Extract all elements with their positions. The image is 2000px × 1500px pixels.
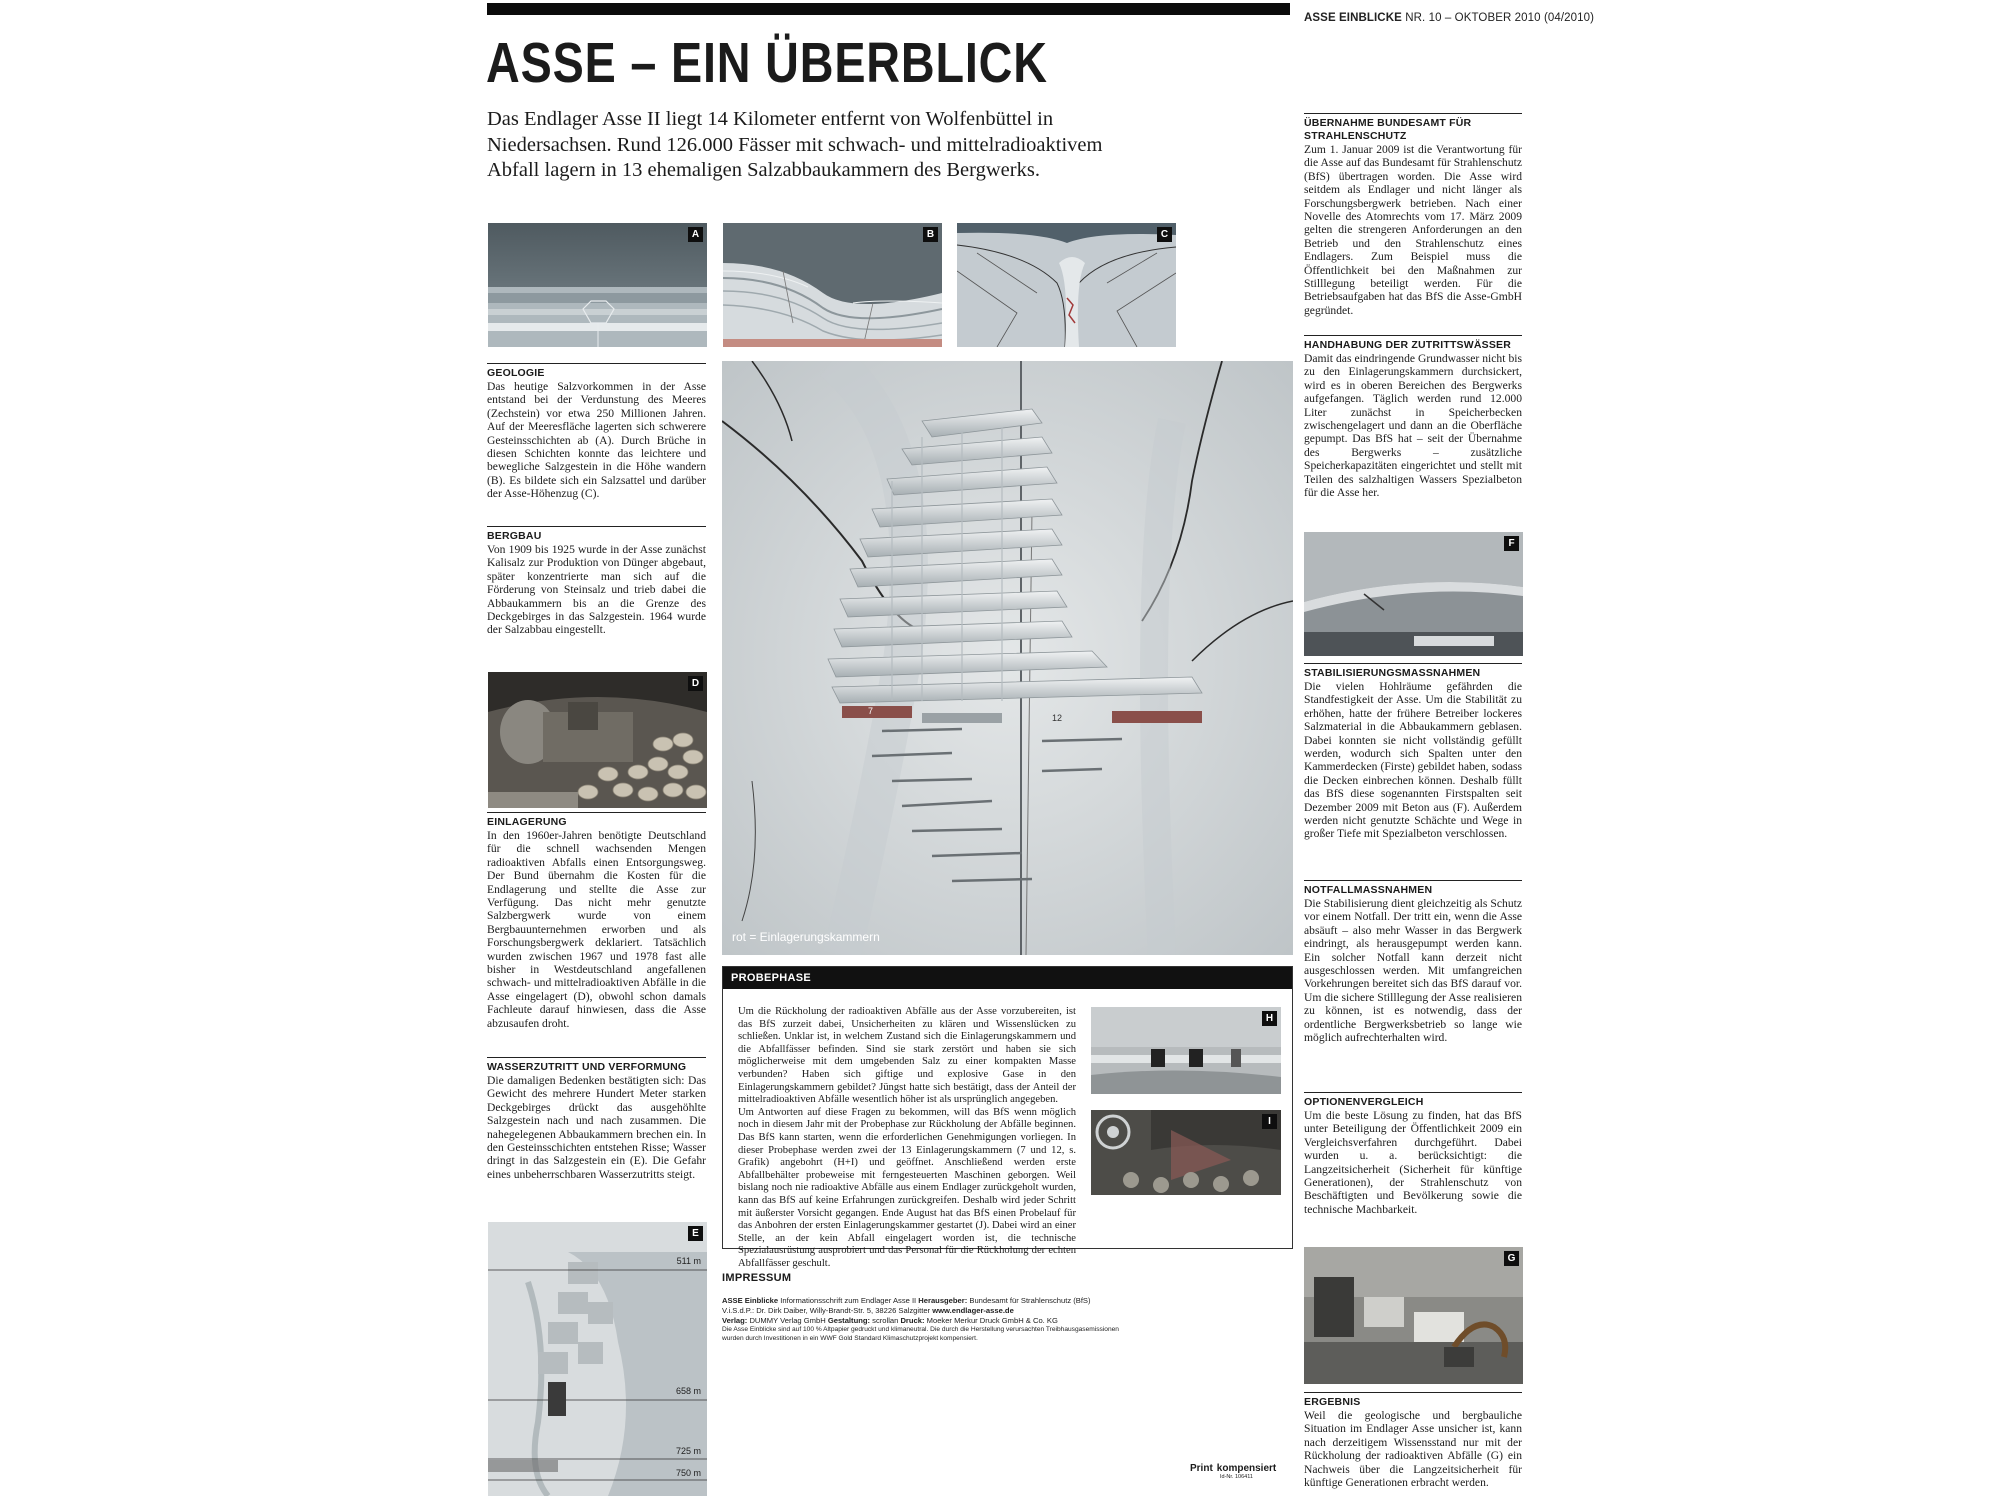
depth-label: 511 m	[676, 1256, 701, 1266]
figure-letter: I	[1262, 1114, 1277, 1129]
section-body: In den 1960er-Jahren benötigte Deutschland für die schnell wachsenden Mengen radioaktiven Abfalls einen Entsorgungsweg. Der Bund übernahm die Kosten für die Endlagerung und stellte die Asse zur Verfügung. Das nicht mehr genutzte Salzbergwerk wurde von einem Bergbauunternehmen erworben und als Forschungsbergwerk deklariert. Tatsächlich wurden zwischen 1967 und 1978 fast alle bisher in Westdeutschland angefallenen schwach- und mittelradioaktiven Abfälle in die Asse eingelagert (D), obwohl schon damals Fachleute darauf hinwiesen, dass die Asse abzusaufen droht.	[487, 829, 706, 1030]
section-wasserzutritt	[487, 1057, 706, 1181]
section-einlagerung	[487, 812, 706, 1030]
impressum-brand: ASSE Einblicke	[722, 1296, 779, 1305]
section-heading: OPTIONENVERGLEICH	[1304, 1092, 1522, 1109]
chamber-label: 12	[1052, 713, 1063, 723]
lead-paragraph	[487, 107, 1207, 184]
section-heading: WASSERZUTRITT UND VERFORMUNG	[487, 1057, 706, 1074]
figure-letter: G	[1504, 1251, 1519, 1266]
impressum-label: Verlag:	[722, 1316, 748, 1325]
section-body: Die Stabilisierung dient gleichzeitig als Schutz vor einem Notfall. Der tritt ein, wenn die Asse absäuft – also mehr Wasser in das Bergwerk eindringt, als herausgepumpt werden kann. Ein solcher Notfall kann derzeit nicht ausgeschlossen werden. Mit umfangreichen Vorkehrungen bereitet sich das BfS darauf vor. Um die sichere Stilllegung der Asse realisieren zu können, ist es notwendig, dass der ordentliche Bergwerksbetrieb so lange wie möglich aufrechterhalten wird.	[1304, 897, 1522, 1045]
geology-diagram-a	[488, 223, 707, 347]
impressum-label: Druck:	[900, 1316, 925, 1325]
impressum-line: wurden durch Investitionen in ein WWF Gold Standard Klimaschutzprojekt kompensiert.	[722, 1334, 978, 1342]
retrieval-photo-g	[1304, 1247, 1523, 1384]
section-heading: ERGEBNIS	[1304, 1392, 1522, 1409]
mine-3d-illustration	[722, 361, 1293, 955]
lead-line: Niedersachsen. Rund 126.000 Fässer mit schwach- und mittelradioaktivem	[487, 133, 1103, 156]
drilling-photo-h	[1091, 1007, 1281, 1094]
section-body: Um die beste Lösung zu finden, hat das BfS unter Beteiligung der Öffentlichkeit 2009 ein Vergleichsverfahren durchgeführt. Dabei wurden u. a. berücksichtigt: die Langzeitsicherheit (Sicherheit für künftige Generationen), der Strahlenschutz von Beschäftigten und Bevölkerung sowie die technische Machbarkeit.	[1304, 1109, 1522, 1216]
depth-label: 725 m	[675, 1446, 701, 1456]
section-bergbau	[487, 526, 706, 637]
logo-print-text: Print	[1190, 1462, 1213, 1474]
impressum-line	[722, 1306, 1294, 1316]
issue-line	[1304, 12, 1595, 24]
impressum-line	[722, 1316, 1294, 1326]
section-heading: ÜBERNAHME BUNDESAMT FÜR STRAHLENSCHUTZ	[1304, 113, 1522, 143]
section-body: Von 1909 bis 1925 wurde in der Asse zunächst Kalisalz zur Produktion von Dünger abgebaut, später konzentrierte man sich auf die Förderung von Steinsalz und trieb dabei die Abbaukammern bis an die Grenze des Deckgebirges in das Salzgestein. 1964 wurde der Salzabbau eingestellt.	[487, 543, 706, 637]
section-heading: HANDHABUNG DER ZUTRITTSWÄSSER	[1304, 335, 1522, 352]
figure-letter: C	[1157, 227, 1172, 242]
section-notfall	[1304, 880, 1522, 1044]
section-ergebnis	[1304, 1392, 1522, 1489]
chamber-photo-i	[1091, 1110, 1281, 1195]
impressum-text: V.i.S.d.P.: Dr. Dirk Daiber, Willy-Brandt-Str. 5, 38226 Salzgitter	[722, 1306, 931, 1315]
figure-letter: H	[1262, 1011, 1277, 1026]
impressum-text: Moeker Merkur Druck GmbH & Co. KG	[926, 1316, 1058, 1325]
section-heading: GEOLOGIE	[487, 363, 706, 380]
figure-letter: B	[923, 227, 938, 242]
chamber-label: 7	[868, 706, 874, 716]
depth-label: 750 m	[675, 1468, 701, 1478]
section-bfs	[1304, 113, 1522, 317]
section-stabilisierung	[1304, 663, 1522, 841]
probephase-box	[722, 966, 1293, 1269]
issue-brand: ASSE EINBLICKE	[1304, 12, 1402, 24]
top-rule	[487, 3, 1290, 15]
figure-letter: D	[688, 676, 703, 691]
section-heading: EINLAGERUNG	[487, 812, 706, 829]
section-body: Damit das eindringende Grundwasser nicht bis zu den Einlagerungskammern durchsickert, wird es in oberen Bereichen des Bergwerks aufgefangen. Täglich werden rund 12.000 Liter zunächst in Speicherbecken zwischengelagert und dann an die Oberfläche gepumpt. Das BfS hat – seit der Übernahme des Bergwerks – zusätzliche Speicherkapazitäten eingerichtet und stellt mit Teilen des salzhaltigen Wassers Spezialbeton für die Asse her.	[1304, 352, 1522, 500]
impressum-line	[722, 1296, 1294, 1306]
figure-letter: A	[688, 227, 703, 242]
figure-letter: E	[688, 1226, 703, 1241]
page-title: ASSE – EIN ÜBERBLICK	[486, 31, 1048, 95]
section-heading: STABILISIERUNGSMASSNAHMEN	[1304, 663, 1522, 680]
lead-line: Das Endlager Asse II liegt 14 Kilometer entfernt von Wolfenbüttel in	[487, 108, 1054, 130]
depth-label: 658 m	[675, 1386, 701, 1396]
impressum-text: Bundesamt für Strahlenschutz (BfS)	[969, 1296, 1091, 1305]
impressum-label: Herausgeber:	[918, 1296, 968, 1305]
logo-komp-text: kompensiert	[1216, 1462, 1277, 1474]
section-body: Weil die geologische und bergbauliche Situation im Endlager Asse unsicher ist, kann nach derzeitigem Wissensstand nur mit der Rückholung der radioaktiven Abfälle (G) ein Nachweis über die Langzeitsicherheit für künftige Generationen erbracht werden.	[1304, 1409, 1522, 1490]
section-body: Die damaligen Bedenken bestätigten sich: Das Gewicht des mehrere Hundert Meter starken Deckgebirges drückt das ausgehöhlte Salzgestein nach und nach zusammen. Die nahegelegenen Abbaukammern brechen ein. In den Gesteinsschichten entstehen Risse; Wasser dringt in das Salzgestein ein (E). Die Gefahr eines unbeherrschbaren Wasserzutritts steigt.	[487, 1074, 706, 1181]
section-geologie	[487, 363, 706, 501]
section-optionen	[1304, 1092, 1522, 1216]
probephase-text	[738, 1006, 1076, 1270]
probephase-paragraph: Um die Rückholung der radioaktiven Abfälle aus der Asse vorzubereiten, ist das BfS zurzeit dabei, Unsicherheiten zu klären und Wissenslücken zu schließen. Unklar ist, in welchem Zustand sich die Einlagerungskammern und die Abfallfässer befinden. Sind sie stark zerstört und haben sie sich möglicherweise mit dem umgebenden Salz zu einer kompakten Masse verbunden? Haben sich giftige und explosive Gase in den Einlagerungskammern gebildet? Jüngst hatte sich bestätigt, dass der Anteil der mittelradioaktiven Abfälle wesentlich höher ist als ursprünglich angegeben.	[738, 1006, 1076, 1106]
section-zutrittswaesser	[1304, 335, 1522, 499]
legend-caption: rot = Einlagerungskammern	[732, 930, 880, 944]
section-body: Das heutige Salzvorkommen in der Asse entstand bei der Verdunstung des Meeres (Zechstein) vor etwa 250 Millionen Jahren. Auf der Meeresfläche lagerten sich schwerere Gesteinsschichten ab (A). Durch Brüche in diesen Schichten konnte das leichtere und bewegliche Salzgestein in die Höhe wandern (B). Es bildete sich ein Salzsattel und darüber der Asse-Höhenzug (C).	[487, 380, 706, 501]
cross-section-photo-e	[488, 1222, 707, 1496]
logo-id-text: Id-Nr. 106411	[1220, 1474, 1253, 1480]
impressum-url[interactable]: www.endlager-asse.de	[932, 1306, 1014, 1315]
impressum-text: scrollan	[872, 1316, 899, 1325]
print-kompensiert-logo	[1190, 1462, 1277, 1484]
issue-info: NR. 10 – OKTOBER 2010 (04/2010)	[1405, 12, 1595, 24]
probephase-paragraph: Um Antworten auf diese Fragen zu bekommen, will das BfS wenn möglich noch in diesem Jahr mit der Probephase zur Rückholung der Abfälle beginnen. Das BfS kann starten, wenn die erforderlichen Genehmigungen vorliegen. In dieser Probephase werden zwei der 13 Einlagerungskammern (7 und 12, s. Grafik) angebohrt (H+I) und geöffnet. Anschließend werden erste Abfallbehälter probeweise mit ferngesteuerten Maschinen geborgen. Weil bislang noch nie radioaktive Abfälle aus einem Endlager zurückgeholt wurden, kann das BfS auf keine Erfahrungen zurückgreifen. Deshalb wird jeder Schritt mit äußerster Vorsicht gegangen. Ende August hat das BfS einen Probelauf für das Anbohren der ersten Einlagerungskammer gestartet (J). Dabei wird an einer Stelle, an der kein Abfall eingelagert worden ist, die technische Spezialausrüstung ausprobiert und das Personal für die Rückholung der echten Abfallfässer geschult.	[738, 1106, 1076, 1269]
impressum-text: DUMMY Verlag GmbH	[749, 1316, 826, 1325]
concrete-photo-f	[1304, 532, 1523, 656]
impressum-label: Gestaltung:	[827, 1316, 871, 1325]
geology-diagram-c	[957, 223, 1176, 347]
impressum-text: Informationsschrift zum Endlager Asse II	[780, 1296, 917, 1305]
storage-photo-d	[488, 672, 707, 808]
section-heading: BERGBAU	[487, 526, 706, 543]
section-body: Zum 1. Januar 2009 ist die Verantwortung für die Asse auf das Bundesamt für Strahlenschutz (BfS) übertragen worden. Die Asse wird seitdem als Endlager und nicht länger als Forschungsbergwerk betrieben. Nach einer Novelle des Atomrechts vom 17. März 2009 gelten die strengeren Anforderungen an den Betrieb und den Strahlenschutz eines Endlagers. Zum Beispiel muss die Öffentlichkeit bei den Maßnahmen zur Stilllegung beteiligt werden. Für die Betriebsaufgaben hat das BfS die Asse-GmbH gegründet.	[1304, 143, 1522, 317]
impressum	[722, 1272, 1294, 1343]
lead-line: Abfall lagern in 13 ehemaligen Salzabbaukammern des Bergwerks.	[487, 159, 1040, 181]
geology-diagram-b	[723, 223, 942, 347]
section-body: Die vielen Hohlräume gefährden die Standfestigkeit der Asse. Um die Stabilität zu erhöhen, hatte der frühere Betreiber lockeres Salzmaterial in die Abbaukammern geblasen. Dabei konnten sie nicht vollständig gefüllt werden, wodurch sich Spalten unter den Kammerdecken (Firste) gebildet haben, sodass die Decken einbrechen können. Deshalb füllt das BfS diese sogenannten Firstspalten seit Dezember 2009 mit Beton aus (F). Außerdem werden nicht genutzte Schächte und Wege in großer Tiefe mit Spezialbeton verschlossen.	[1304, 680, 1522, 841]
section-heading: NOTFALLMASSNAHMEN	[1304, 880, 1522, 897]
figure-letter: F	[1504, 536, 1519, 551]
impressum-line: Die Asse Einblicke sind auf 100 % Altpapier gedruckt und klimaneutral. Die durch die Herstellung verursachten Treibhausgasemissionen	[722, 1326, 1119, 1333]
impressum-heading: IMPRESSUM	[722, 1272, 792, 1284]
probephase-heading: PROBEPHASE	[723, 967, 1292, 989]
